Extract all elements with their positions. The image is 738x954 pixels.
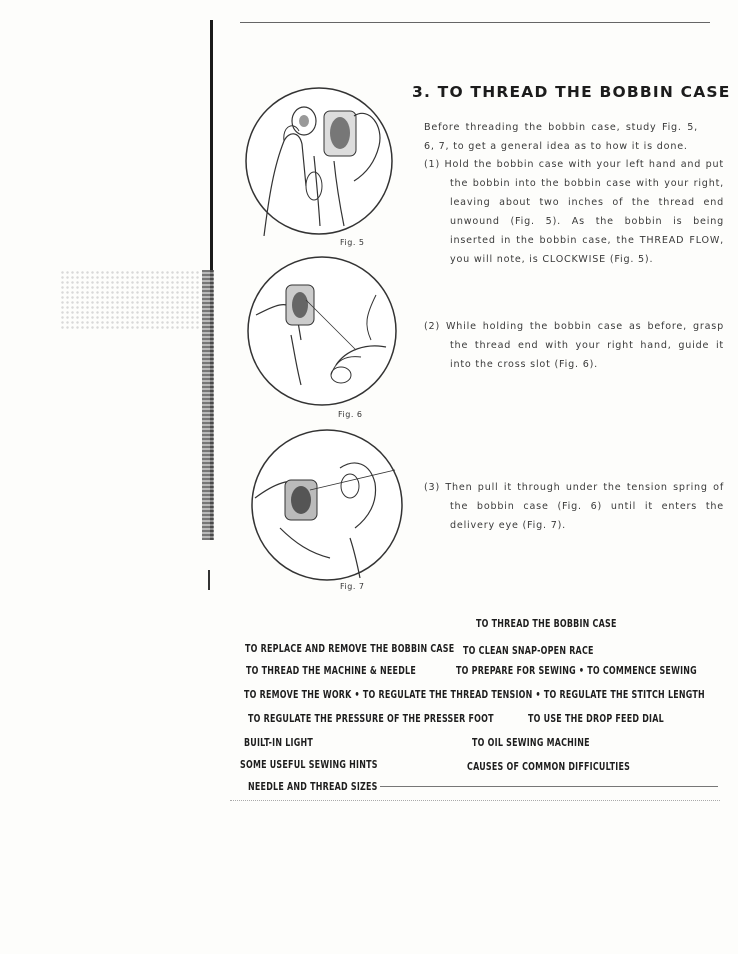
toc-item-drop-feed: TO USE THE DROP FEED DIAL [528,714,664,725]
toc-item-replace-bobbin-case: TO REPLACE AND REMOVE THE BOBBIN CASE [245,644,455,655]
scan-speckle [60,270,200,330]
step-3: (3) Then pull it through under the tension spring of the bobbin case (Fig. 6) until it enters the delivery eye (Fig. 7). [424,482,724,531]
toc-item-thread-bobbin-case: TO THREAD THE BOBBIN CASE [476,619,617,630]
intro-paragraph: Before threading the bobbin case, study Fig. 5, 6, 7, to get a general idea as to how it is done. [424,122,698,152]
binding-mark [208,570,210,590]
figure-6-caption: Fig. 6 [338,410,363,419]
step-1: (1) Hold the bobbin case with your left hand and put the bobbin into the bobbin case with your right, leaving about two inches of the thread end unwound (Fig. 5). As the bobbin is being inserted in the bobbin case, the THREAD FLOW, you will note, is CLOCKWISE (Fig. 5). [424,159,724,265]
toc-item-presser-foot: TO REGULATE THE PRESSURE OF THE PRESSER FOOT [248,714,494,725]
figure-5-illustration [244,86,394,236]
bottom-dotted-rule [230,800,720,801]
toc-item-difficulties: CAUSES OF COMMON DIFFICULTIES [467,762,631,773]
toc-item-oil-machine: TO OIL SEWING MACHINE [472,738,590,749]
figure-7-illustration [250,428,404,582]
toc-item-clean-race: TO CLEAN SNAP-OPEN RACE [463,646,594,657]
bottom-rule [380,786,718,787]
figure-6-illustration [246,255,398,407]
toc-item-thread-machine: TO THREAD THE MACHINE & NEEDLE [246,666,416,677]
toc-item-remove-work: TO REMOVE THE WORK • TO REGULATE THE THREAD TENSION • TO REGULATE THE STITCH LENGTH [244,690,705,701]
binding-shadow [202,270,214,540]
toc-item-prepare-sewing: TO PREPARE FOR SEWING • TO COMMENCE SEWING [456,666,697,677]
figure-5-caption: Fig. 5 [340,238,365,247]
figure-7-caption: Fig. 7 [340,582,365,591]
top-rule [240,22,710,23]
section-title: 3. TO THREAD THE BOBBIN CASE [412,83,731,101]
step-2: (2) While holding the bobbin case as before, grasp the thread end with your right hand, guide it into the cross slot (Fig. 6). [424,321,724,370]
toc-item-needle-thread-sizes: NEEDLE AND THREAD SIZES [248,782,378,793]
toc-item-sewing-hints: SOME USEFUL SEWING HINTS [240,760,378,771]
toc-item-built-in-light: BUILT-IN LIGHT [244,738,314,749]
